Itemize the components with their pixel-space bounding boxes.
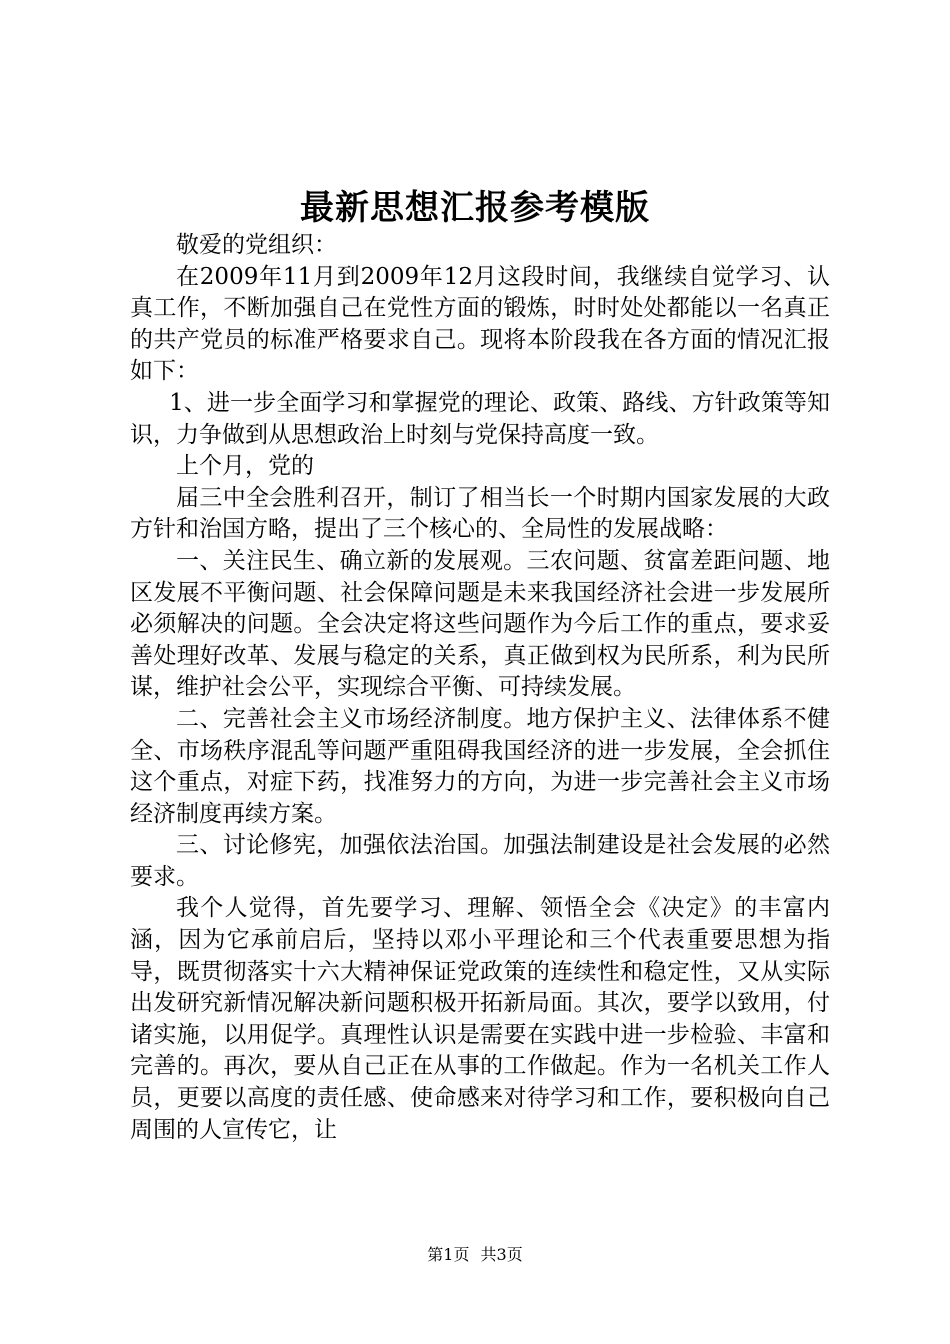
salutation-paragraph: 敬爱的党组织： [176,232,337,258]
document-body [130,230,830,1146]
personal-view-paragraph: 我个人觉得，首先要学习、理解、领悟全会《决定》的丰富内涵，因为它承前启后，坚持以邓小平理论和三个代表重要思想为指导，既贯彻落实十六大精神保证党政策的连续性和稳定性，又从实际出发研究新情况解决新问题积极开拓新局面。其次，要学以致用，付诸实施，以用促学。真理性认识是需要在实践中进一步检验、丰富和完善的。再次，要从自己正在从事的工作做起。作为一名机关工作人员，更要以高度的责任感、使命感来对待学习和工作，要积极向自己周围的人宣传它，让 [130,895,830,1143]
page-total: 共3页 [480,1245,523,1264]
point-three-paragraph: 三、讨论修宪，加强依法治国。加强法制建设是社会发展的必然要求。 [130,832,830,890]
page-number: 第1页 [427,1245,470,1264]
point-one-paragraph: 一、关注民生、确立新的发展观。三农问题、贫富差距问题、地区发展不平衡问题、社会保障问题是未来我国经济社会进一步发展所必须解决的问题。全会决定将这些问题作为今后工作的重点，要求妥善处理好改革、发展与稳定的关系，真正做到权为民所系，利为民所谋，维护社会公平，实现综合平衡、可持续发展。 [130,547,830,701]
plenary-paragraph: 届三中全会胜利召开，制订了相当长一个时期内国家发展的大政方针和治国方略，提出了三个核心的、全局性的发展战略： [130,484,830,543]
last-month-paragraph: 上个月，党的 [176,453,314,480]
item-one-paragraph: 1、进一步全面学习和掌握党的理论、政策、路线、方针政策等知识，力争做到从思想政治上时刻与党保持高度一致。 [130,389,830,448]
page-footer [0,1244,950,1266]
document-title: 最新思想汇报参考模版 [300,188,650,228]
intro-paragraph: 在2009年11月到2009年12月这段时间，我继续自觉学习、认真工作，不断加强自己在党性方面的锻炼，时时处处都能以一名真正的共产党员的标准严格要求自己。现将本阶段我在各方面的情况汇报如下： [130,263,830,385]
point-two-paragraph: 二、完善社会主义市场经济制度。地方保护主义、法律体系不健全、市场秩序混乱等问题严重阻碍我国经济的进一步发展，全会抓住这个重点，对症下药，找准努力的方向，为进一步完善社会主义市场经济制度再续方案。 [130,705,830,827]
